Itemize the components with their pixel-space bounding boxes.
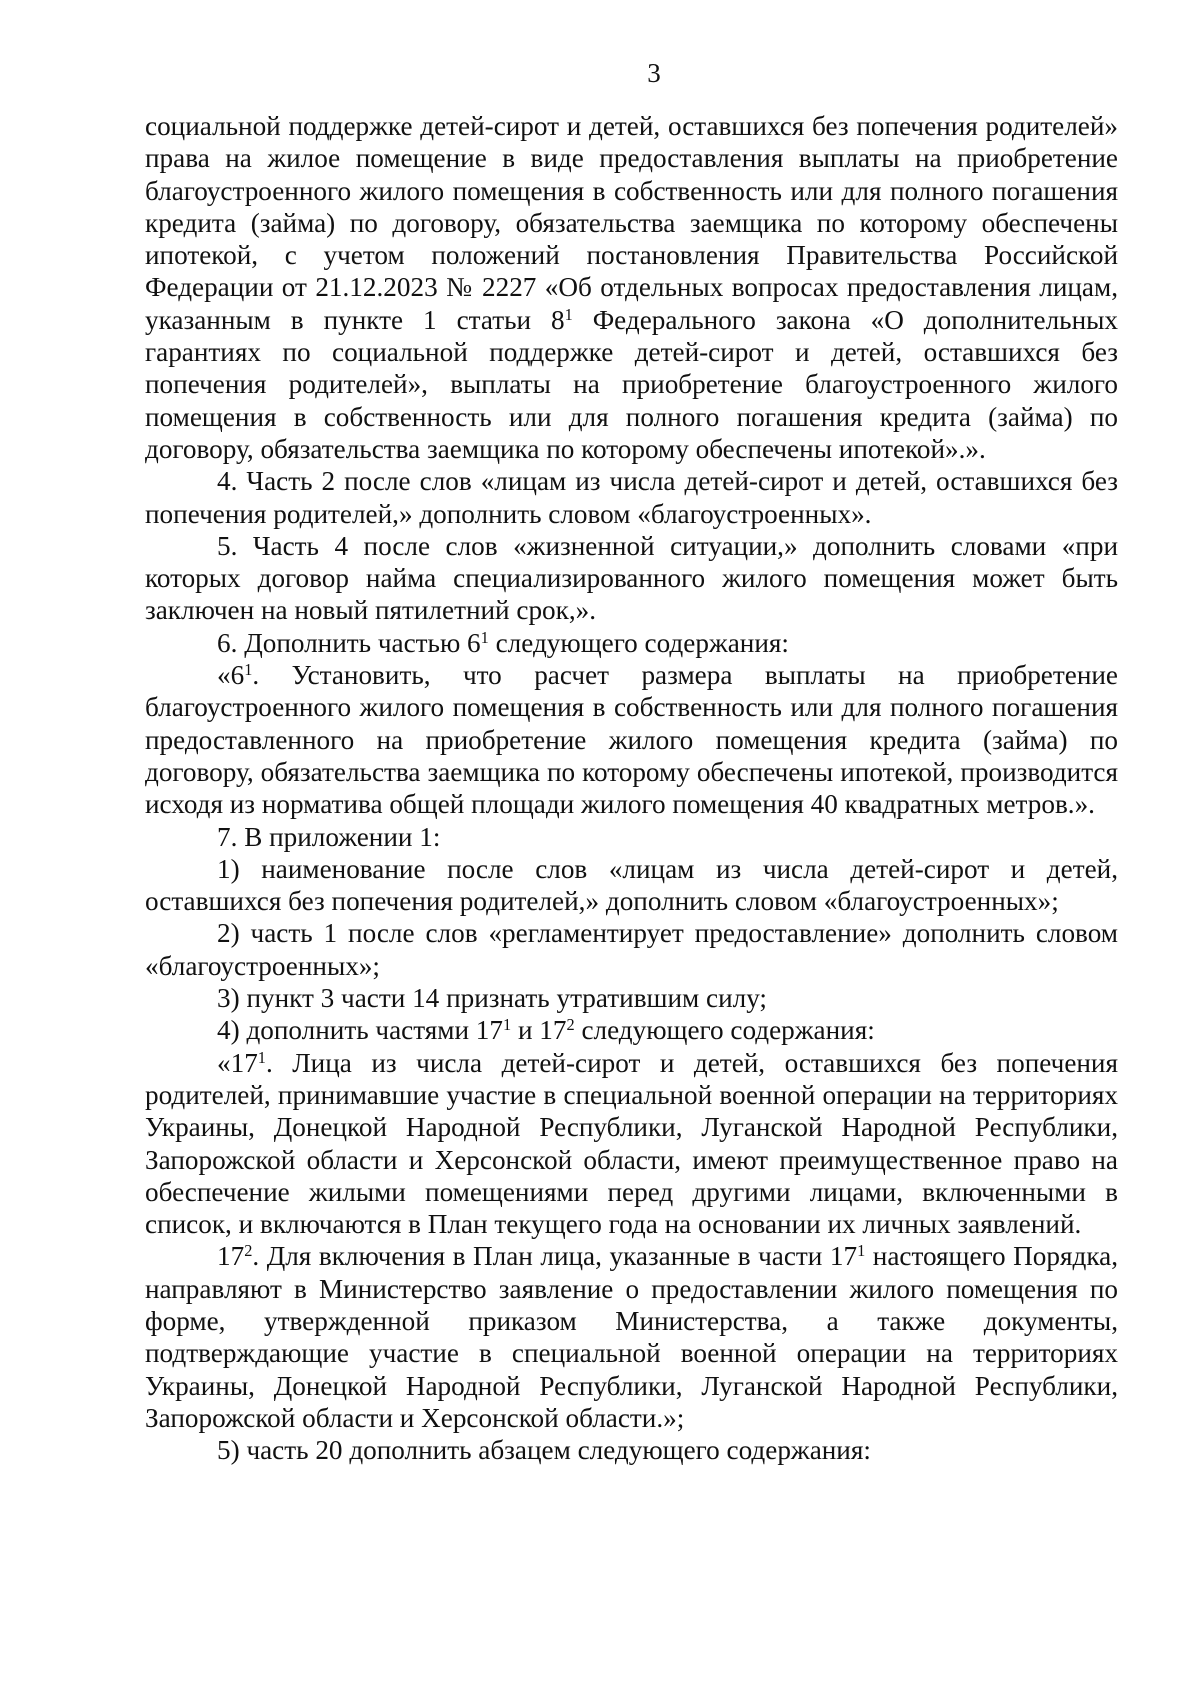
- superscript: 2: [566, 1015, 575, 1035]
- paragraph-item-5: 5. Часть 4 после слов «жизненной ситуации,» дополнить словами «при которых договор найма специализированного жилого помещения может быть заключен на новый пятилетний срок,».: [145, 530, 1118, 626]
- text: и 17: [511, 1015, 567, 1046]
- paragraph-subitem-3: 3) пункт 3 части 14 признать утратившим силу;: [217, 983, 767, 1014]
- text: 6. Дополнить частью 6: [217, 627, 481, 658]
- paragraph-part-17-1: [145, 1047, 1118, 1241]
- paragraph-subitem-5: 5) часть 20 дополнить абзацем следующего содержания:: [217, 1435, 871, 1466]
- text: . Установить, что расчет размера выплаты на приобретение благоустроенного жилого помещения в собственность или для полного погашения предоставленного на приобретение жилого помещения кредита (займа) по договору, обязательства заемщика по которому обеспечены ипотекой, производится исходя из норматива общей площади жилого помещения 40 квадратных метров.».: [145, 660, 1118, 820]
- paragraph-quote-6-1: [145, 659, 1118, 820]
- superscript: 1: [480, 627, 489, 647]
- text: следующего содержания:: [488, 627, 789, 658]
- paragraph-item-7: 7. В приложении 1:: [217, 821, 441, 852]
- paragraph-continuation: [145, 110, 1118, 465]
- superscript: 1: [244, 660, 253, 680]
- text: . Лица из числа детей-сирот и детей, оставшихся без попечения родителей, принимавшие участие в специальной военной операции на территориях Украины, Донецкой Народной Республики, Луганской Народной Республики, Запорожской области и Херсонской области, имеют преимущественное право на обеспечение жилыми помещениями перед другими лицами, включенными в список, и включаются в План текущего года на основании их личных заявлений.: [145, 1047, 1118, 1240]
- text: настоящего Порядка, направляют в Министерство заявление о предоставлении жилого помещения по форме, утвержденной приказом Министерства, а также документы, подтверждающие участие в специальной военной операции на территориях Украины, Донецкой Народной Республики, Луганской Народной Республики, Запорожской области и Херсонской области.»;: [145, 1241, 1118, 1433]
- superscript: 2: [244, 1241, 253, 1261]
- text: 17: [217, 1241, 245, 1272]
- paragraph-item-6: [145, 627, 1118, 659]
- superscript: 1: [857, 1241, 866, 1261]
- paragraph-part-17-2: [145, 1240, 1118, 1434]
- text: социальной поддержке детей-сирот и детей, оставшихся без попечения родителей» права на жилое помещение в виде предоставления выплаты на приобретение благоустроенного жилого помещения в собственность или для полного погашения кредита (займа) по договору, обязательства заемщика по которому обеспечены ипотекой, с учетом положений постановления Правительства Российской Федерации от 21.12.2023 № 2227 «Об отдельных вопросах предоставления лицам, указанным в пункте 1 статьи 8: [145, 111, 1118, 335]
- paragraph-subitem-4: [145, 1014, 1118, 1046]
- paragraph-subitem-1: 1) наименование после слов «лицам из числа детей-сирот и детей, оставшихся без попечения родителей,» дополнить словом «благоустроенных»;: [145, 853, 1118, 917]
- text: следующего содержания:: [574, 1015, 875, 1046]
- text: «17: [217, 1047, 258, 1078]
- superscript: 1: [257, 1047, 266, 1067]
- text: 4) дополнить частями 17: [217, 1015, 503, 1046]
- page-number: 3: [647, 58, 661, 88]
- paragraph-item-4: 4. Часть 2 после слов «лицам из числа детей-сирот и детей, оставшихся без попечения родителей,» дополнить словом «благоустроенных».: [145, 466, 1118, 529]
- paragraph-subitem-2: 2) часть 1 после слов «регламентирует предоставление» дополнить словом «благоустроенных»;: [145, 918, 1118, 981]
- superscript: 1: [564, 304, 573, 324]
- superscript: 1: [502, 1015, 512, 1035]
- text: «6: [217, 660, 245, 691]
- text: Федерального закона «О дополнительных гарантиях по социальной поддержке детей-сирот и детей, оставшихся без попечения родителей», выплаты на приобретение благоустроенного жилого помещения в собственность или для полного погашения кредита (займа) по договору, обязательства заемщика по которому обеспечены ипотекой».».: [145, 304, 1118, 464]
- text: . Для включения в План лица, указанные в части 17: [252, 1241, 858, 1272]
